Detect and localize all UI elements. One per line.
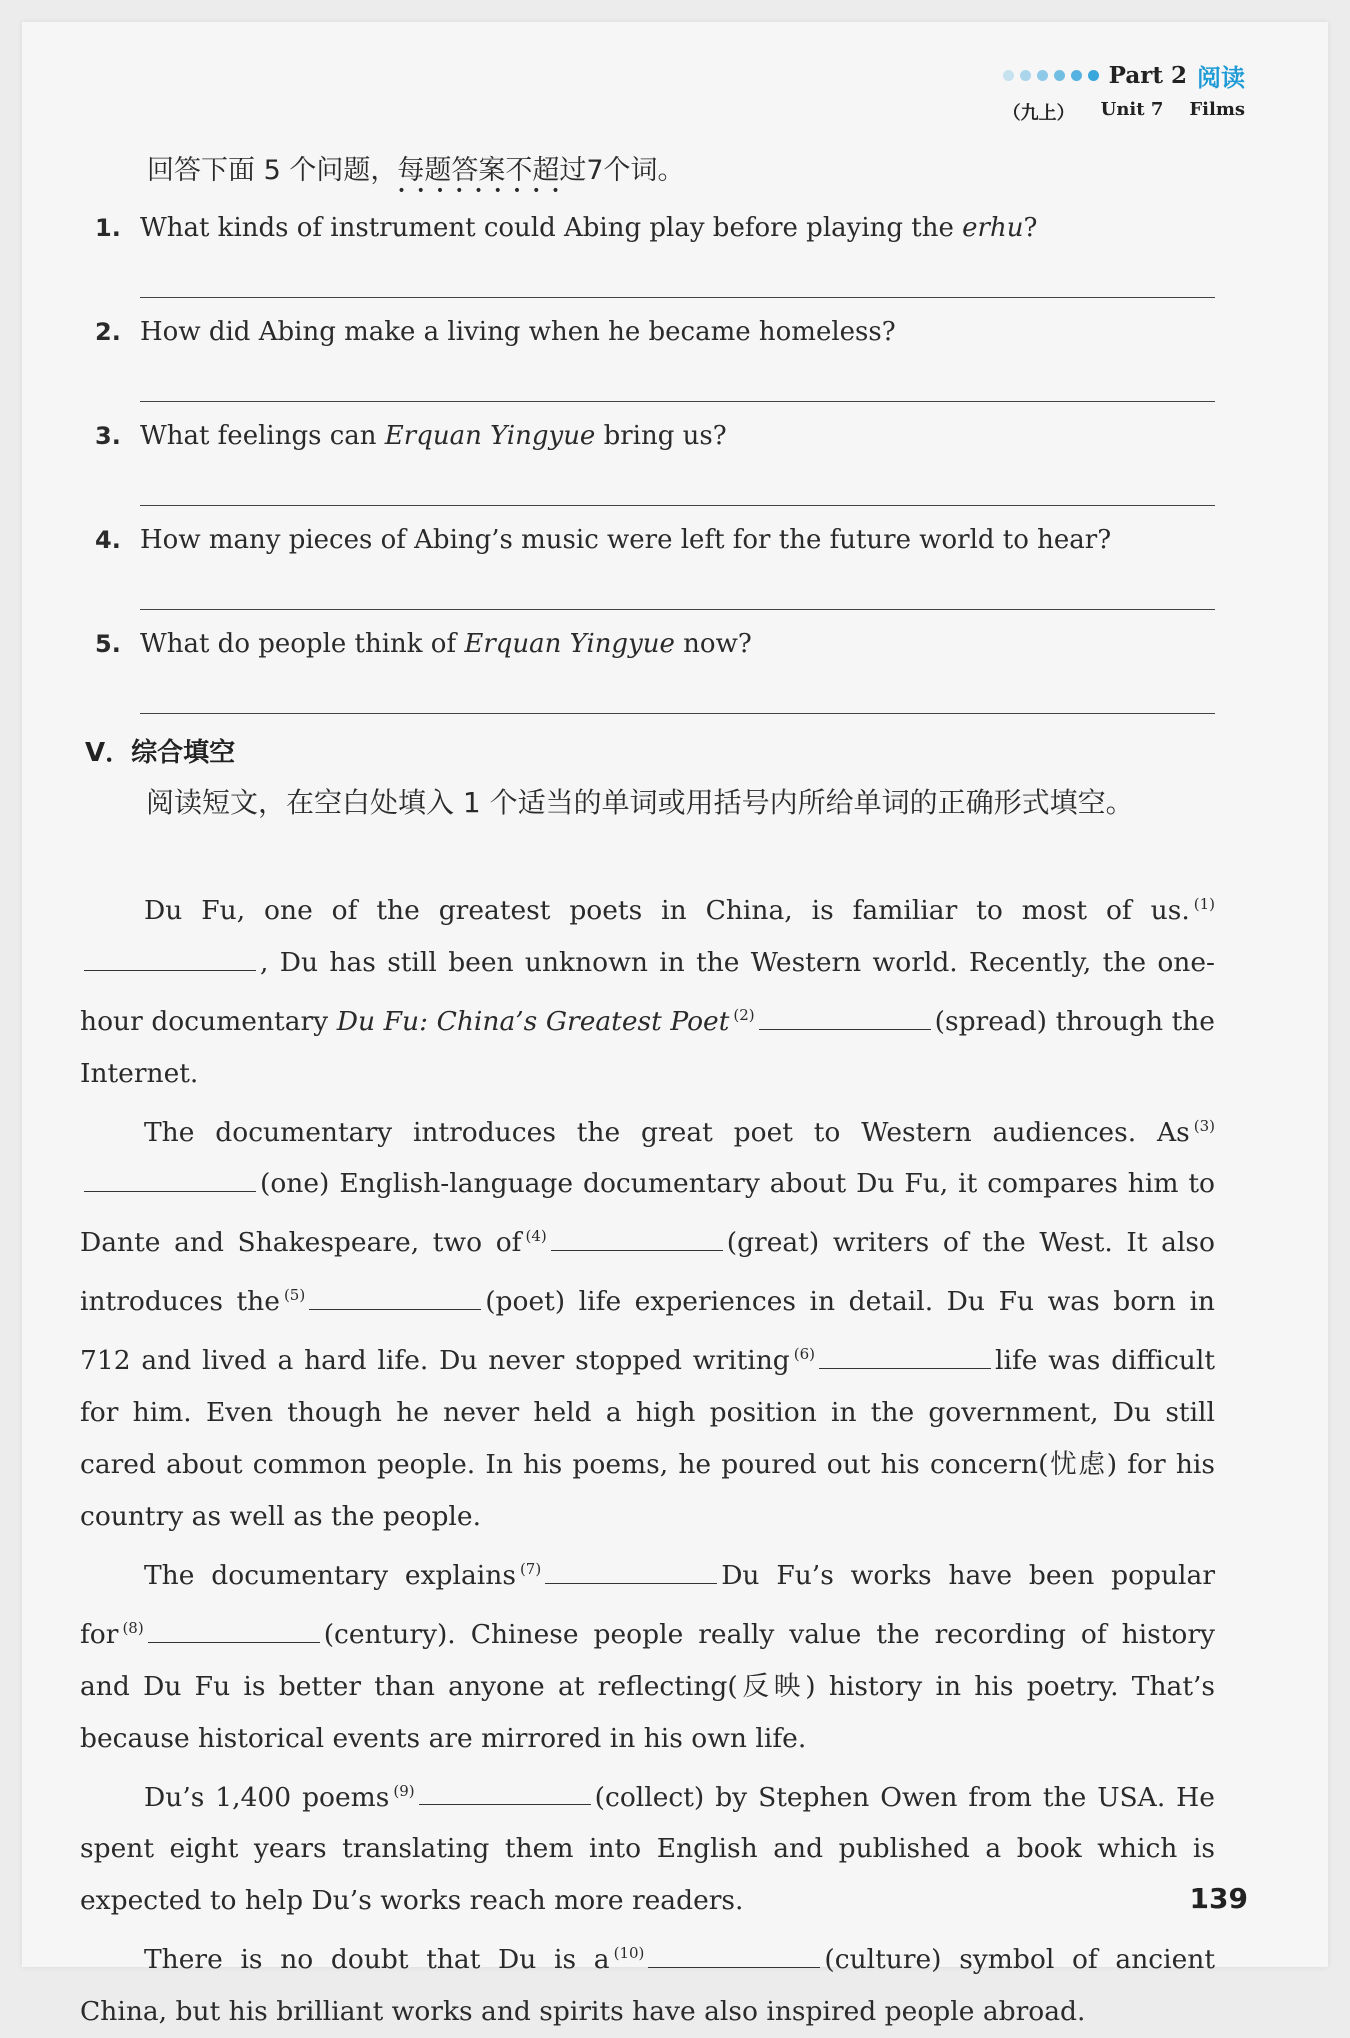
answer-line-3[interactable]	[140, 505, 1215, 506]
blank-marker: (1)	[1193, 895, 1215, 913]
questions-instruction: 回答下面 5 个问题，每题答案不超过7个词 ••••••••• 。	[147, 155, 685, 199]
blank-marker: (6)	[793, 1345, 816, 1364]
blank-marker: (7)	[519, 1559, 542, 1578]
blank-1[interactable]	[84, 944, 256, 971]
blank-marker: (9)	[393, 1781, 415, 1800]
paragraph-2: The documentary introduces the great poet to Western audiences. As $^{(3)}$(one) English-language documentary about Du Fu, it compares him to Dante and Shakespeare, two of $^{(4)}$ (great) writers of the West. It also introduces the $^{(5)}$ (poet) life experiences in detail. Du Fu was born in 712 and lived a hard life. Du never stopped writing $^{(6)}$ life was difficult for him. Even though he never held a high position in the government, Du still cared about common people. In his poems, he poured out his concern(忧虑) for his country as well as the people.	[80, 1116, 1215, 1532]
blank-4[interactable]	[551, 1224, 723, 1251]
paragraph-1: Du Fu, one of the greatest poets in China, is familiar to most of us. $^{(1)}$, Du has still been unknown in the Western world. Recently, the one-hour documentary Du Fu: China’s Greatest Poet $^{(2)}$ (spread) through the Internet.	[80, 894, 1215, 1089]
cloze-passage	[80, 878, 1215, 2038]
part-cn-label: 阅读	[1197, 64, 1245, 92]
blank-marker: (4)	[525, 1227, 547, 1246]
paragraph-3: The documentary explains $^{(7)}$ Du Fu’s works have been popular for $^{(8)}$ (century). Chinese people really value the recording of history and Du Fu is better than anyone at reflecting(反映) history in his poetry. That’s because historical events are mirrored in his own life.	[80, 1543, 1215, 1765]
unit-label: Unit 7	[1100, 99, 1164, 120]
section-title: V．综合填空	[85, 738, 236, 768]
answer-line-4[interactable]	[140, 609, 1215, 610]
question-4: 4. How many pieces of Abing’s music were left for the future world to hear?	[95, 525, 1112, 555]
answer-line-2[interactable]	[140, 401, 1215, 402]
question-3: 3. What feelings can Erquan Yingyue bring us?	[95, 421, 727, 451]
blank-9[interactable]	[419, 1778, 591, 1805]
decorative-dots-icon	[1003, 70, 1099, 81]
blank-marker: (2)	[733, 1005, 755, 1024]
blank-marker: (5)	[283, 1286, 306, 1305]
answer-line-1[interactable]	[140, 297, 1215, 298]
blank-marker: (10)	[613, 1944, 645, 1963]
paragraph-5: There is no doubt that Du is a $^{(10)}$ (culture) symbol of ancient China, but his brilliant works and spirits have also inspired people abroad.	[80, 1927, 1215, 2038]
question-5: 5. What do people think of Erquan Yingyue now?	[95, 629, 752, 659]
page-header	[1003, 58, 1245, 125]
blank-marker: (8)	[122, 1618, 144, 1637]
part-label: Part 2	[1108, 62, 1187, 89]
blank-6[interactable]	[819, 1342, 991, 1369]
blank-3[interactable]	[84, 1165, 256, 1192]
question-2: 2. How did Abing make a living when he became homeless?	[95, 317, 896, 347]
blank-7[interactable]	[545, 1557, 717, 1584]
question-1: 1. What kinds of instrument could Abing play before playing the erhu?	[95, 213, 1038, 243]
blank-10[interactable]	[648, 1941, 820, 1968]
blank-marker: (3)	[1193, 1116, 1215, 1135]
page-number: 139	[1189, 1882, 1248, 1915]
grade-label: （九上）	[1002, 103, 1075, 124]
topic-label: Films	[1189, 99, 1245, 120]
blank-2[interactable]	[759, 1003, 931, 1030]
blank-8[interactable]	[148, 1616, 320, 1643]
paragraph-4: Du’s 1,400 poems $^{(9)}$ (collect) by Stephen Owen from the USA. He spent eight years translating them into English and published a book which is expected to help Du’s works reach more readers.	[80, 1765, 1215, 1928]
emphasis-dots: •••••••••	[397, 183, 571, 199]
answer-line-5[interactable]	[140, 713, 1215, 714]
cloze-instruction: 阅读短文，在空白处填入 1 个适当的单词或用括号内所给单词的正确形式填空。	[146, 786, 1134, 819]
blank-5[interactable]	[309, 1283, 481, 1310]
